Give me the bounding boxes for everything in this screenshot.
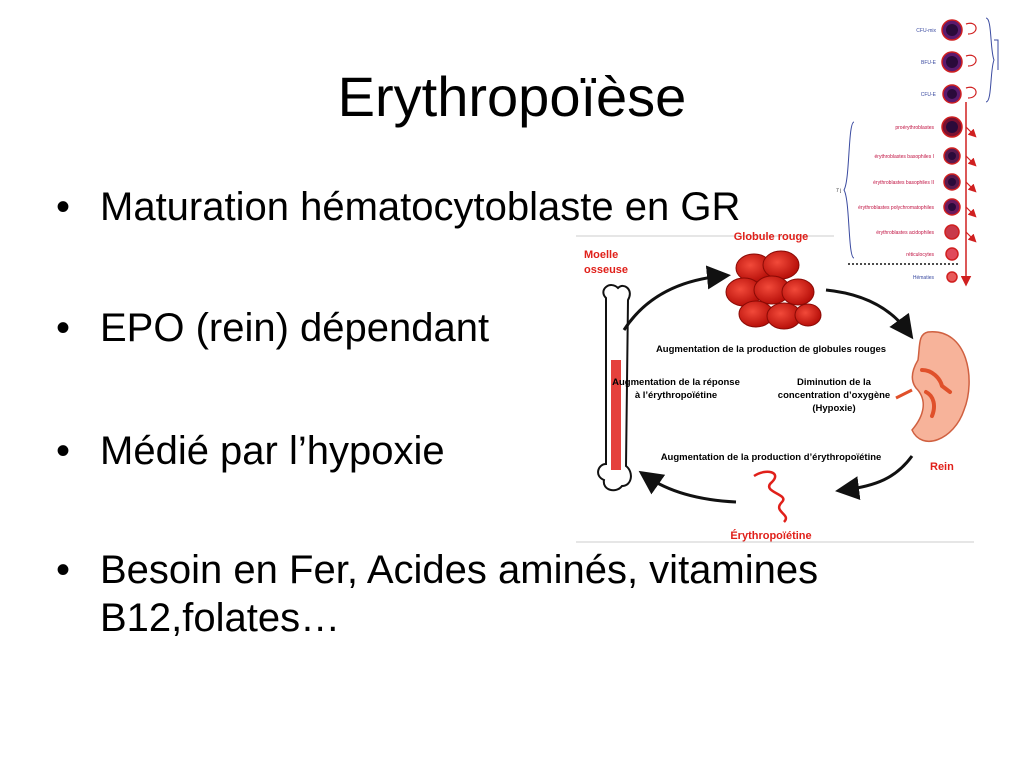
division-arrow-icon (966, 127, 974, 135)
arrow-bone-to-rbc (624, 276, 722, 330)
hematopoiesis-svg (838, 10, 1018, 292)
bullet-marker: • (56, 306, 71, 350)
stage-cell-icon (945, 225, 959, 239)
bracket-note: 7 j (836, 188, 842, 194)
stage-nucleus-icon (948, 203, 956, 211)
aug-reponse-text-1: Augmentation de la réponse (612, 377, 740, 388)
stage-label: proérythroblastes (895, 125, 934, 131)
bullet-text: Médié par l’hypoxie (100, 429, 445, 473)
stage-label: érythroblastes acidophiles (876, 230, 934, 236)
moelle-label: Moelle (584, 249, 619, 261)
stage-label: CFU-E (920, 92, 936, 98)
stage-nucleus-icon (946, 121, 958, 133)
bullet-text: EPO (rein) dépendant (100, 306, 490, 350)
aug-reponse-text-2: à l’érythropoïétine (634, 390, 718, 401)
red-blood-cells-icon (726, 251, 821, 329)
stage-nucleus-icon (948, 178, 956, 186)
stage-label: érythroblastes basophiles I (874, 154, 934, 160)
erythroblast-bracket (844, 122, 854, 258)
bullet-marker: • (56, 185, 71, 229)
division-arrow-icon (966, 232, 974, 240)
stage-nucleus-icon (947, 89, 957, 99)
slide-title: Erythropoïèse (337, 65, 687, 128)
stage-list (858, 20, 976, 282)
stage-label: érythroblastes basophiles II (873, 180, 934, 186)
self-renewal-arrow-icon (966, 55, 976, 66)
division-arrow-icon (966, 156, 974, 164)
stage-cell-icon (947, 272, 957, 282)
stage-nucleus-icon (948, 152, 956, 160)
aug-production-gr-text: Augmentation de la production de globules rouges (655, 344, 887, 355)
arrow-rbc-to-kidney (826, 290, 908, 332)
bullet-text: Maturation hématocytoblaste en GR (100, 185, 741, 229)
diminution-text-2: concentration d’oxygène (777, 390, 891, 401)
stage-label: érythroblastes polychromatophiles (858, 205, 934, 211)
bullet-marker: • (56, 429, 71, 473)
progenitor-bracket-tick (994, 40, 998, 70)
self-renewal-arrow-icon (966, 23, 976, 34)
stage-label: BFU-E (921, 60, 936, 66)
stage-label: CFU-mix (916, 28, 936, 34)
stage-label: Hématies (912, 275, 934, 281)
diminution-text-1: Diminution de la (797, 377, 871, 388)
globule-rouge-label: Globule rouge (733, 231, 809, 243)
kidney-icon (896, 332, 969, 442)
diminution-text-3: (Hypoxie) (812, 403, 856, 414)
aug-production-epo-text: Augmentation de la production d’érythropoïétine (660, 452, 882, 463)
arrow-epo-to-bone (646, 476, 736, 502)
self-renewal-arrow-icon (966, 87, 976, 98)
stage-nucleus-icon (946, 56, 958, 68)
stage-label: réticulocytes (906, 252, 934, 258)
stage-cell-icon (946, 248, 958, 260)
epo-label: Érythropoïétine (730, 530, 812, 542)
progenitor-bracket (986, 18, 994, 102)
bullet-text: Besoin en Fer, Acides aminés, vitamines (100, 548, 819, 592)
division-arrow-icon (966, 207, 974, 215)
stage-nucleus-icon (946, 24, 958, 36)
bullet-marker: • (56, 548, 71, 592)
bullet-text-continuation: B12,folates… (100, 596, 341, 640)
hematopoiesis-lineage-diagram (838, 10, 1018, 292)
division-arrow-icon (966, 182, 974, 190)
epo-molecule-icon (754, 472, 786, 522)
osseuse-label: osseuse (584, 264, 629, 276)
rein-label: Rein (930, 461, 954, 473)
